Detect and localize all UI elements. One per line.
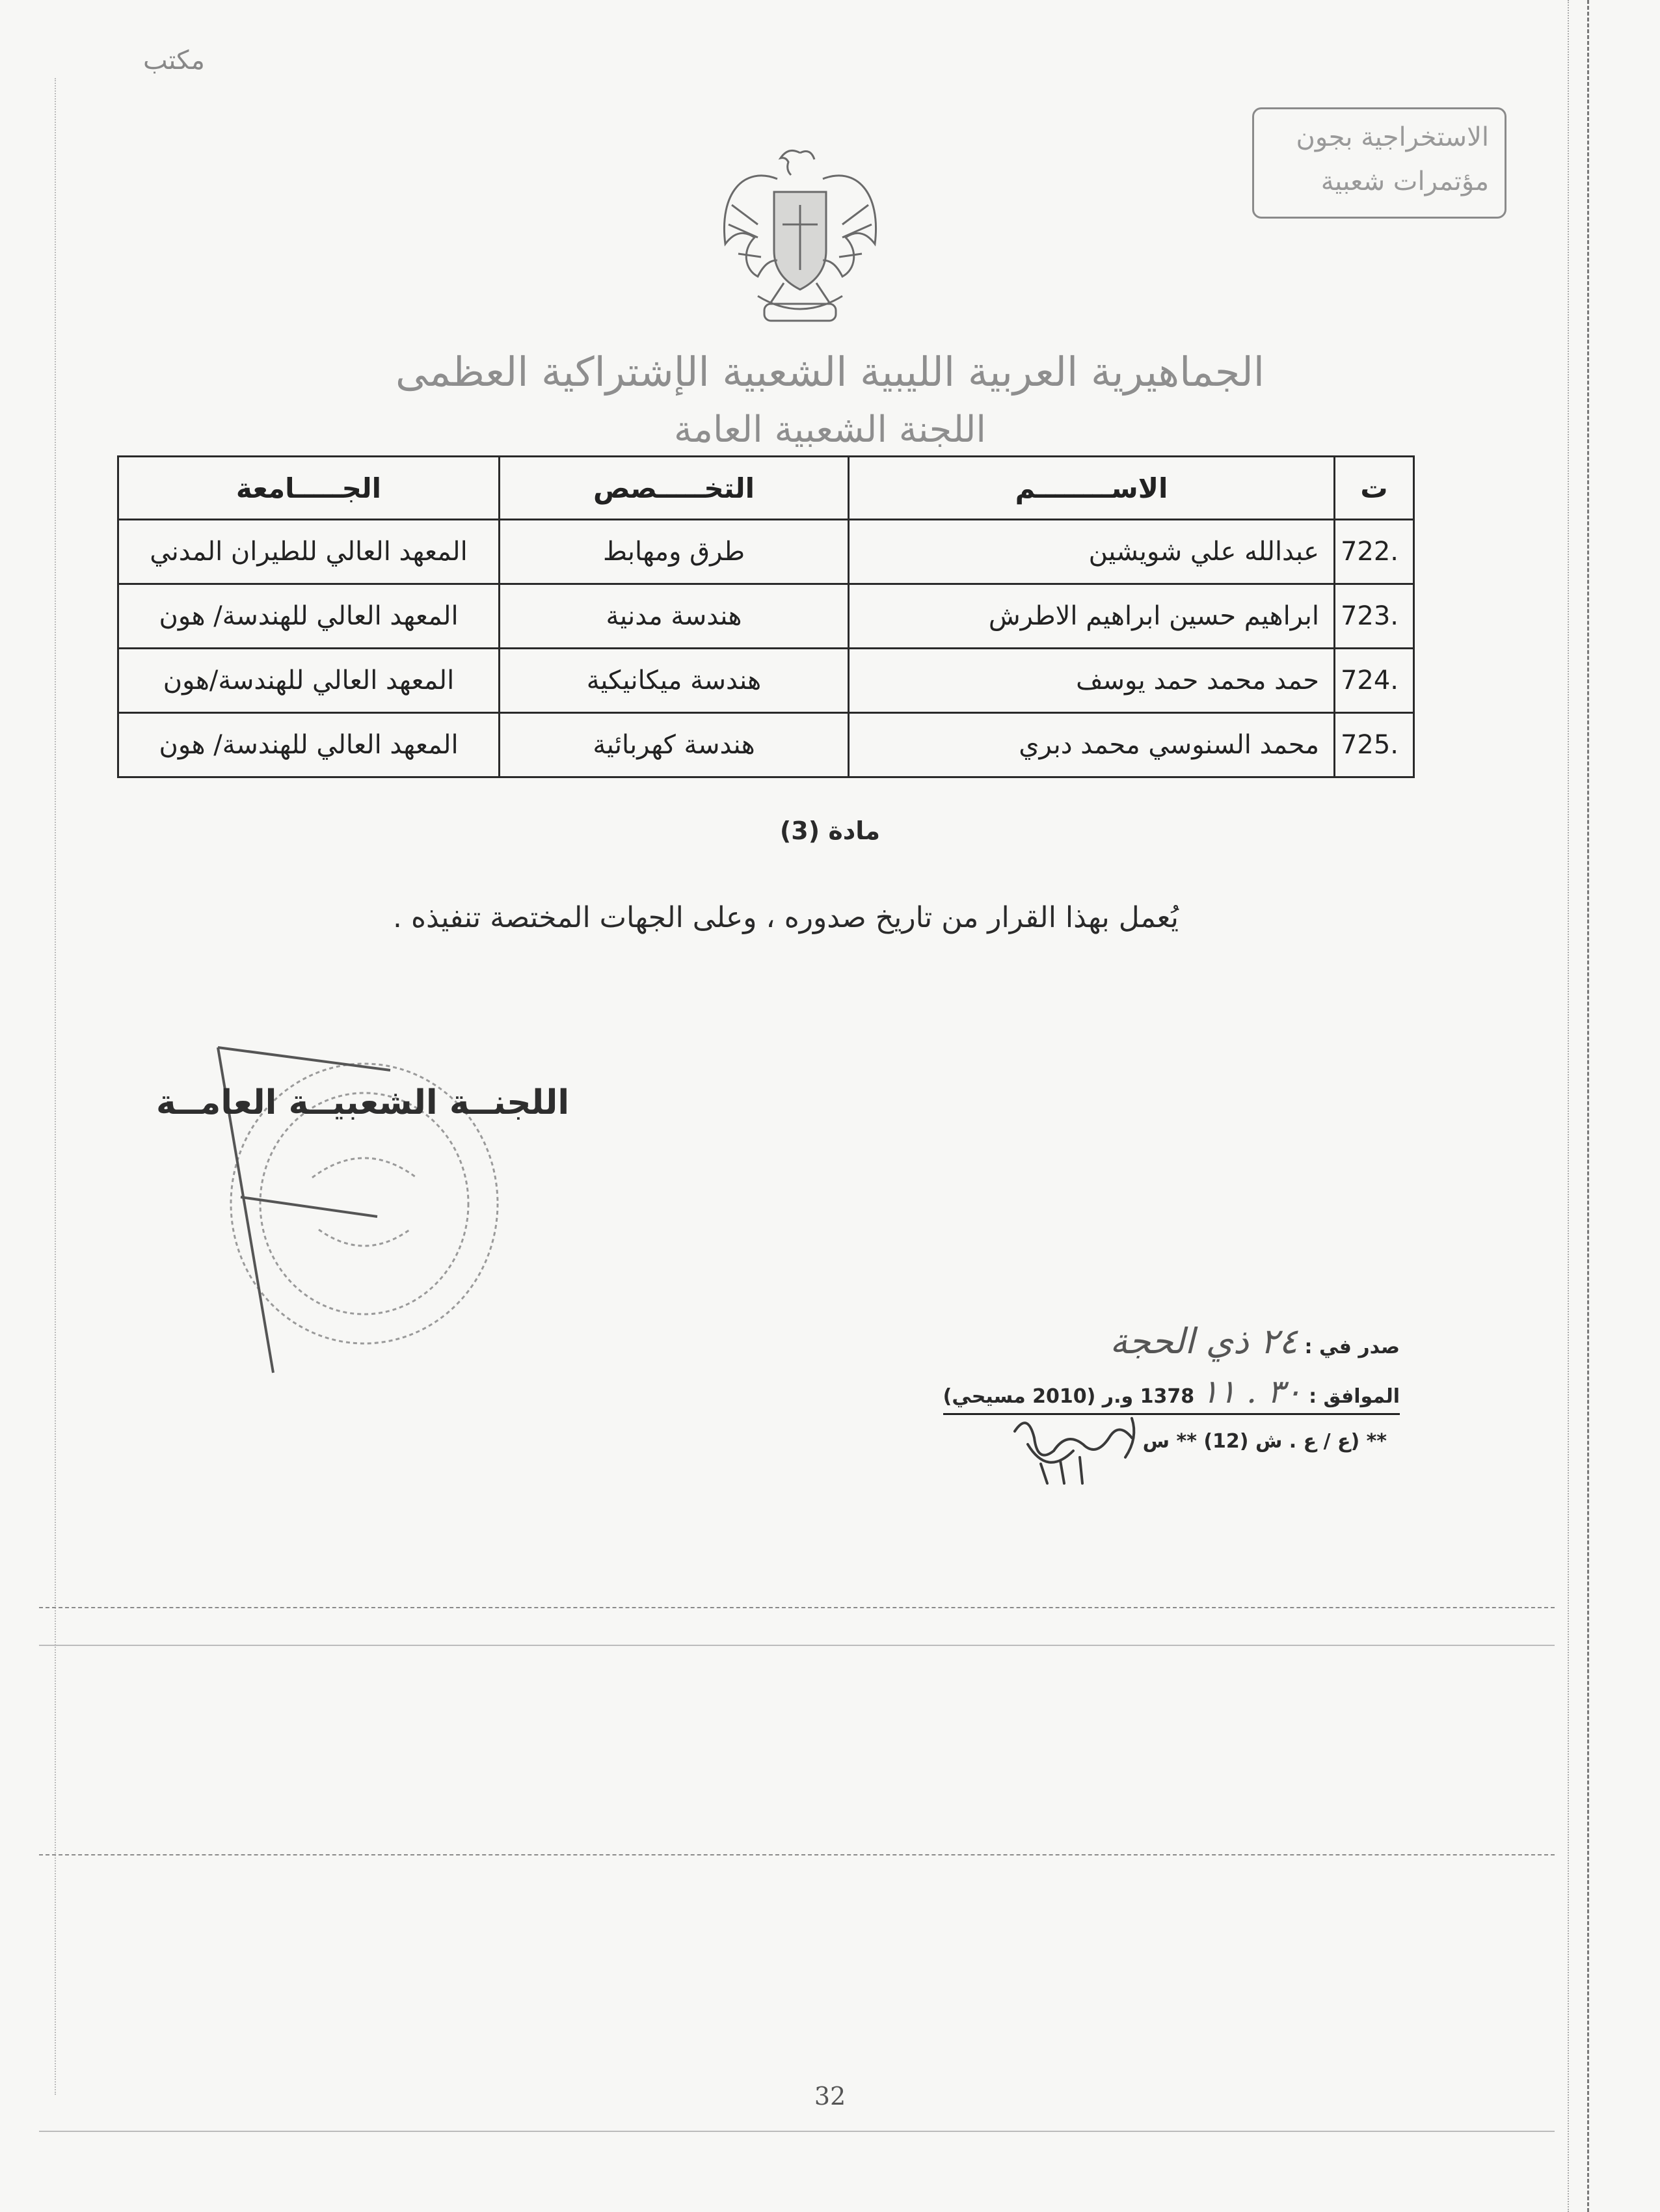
- table-row: [118, 713, 1414, 777]
- divider-line: [39, 2131, 1555, 2132]
- table-row: [118, 584, 1414, 649]
- page-number: 32: [814, 2082, 846, 2111]
- row-university: المعهد العالي للهندسة/ هون: [118, 584, 500, 649]
- top-left-note: مكتب: [143, 46, 205, 75]
- agreed-handwritten: ٣٠ . ١١: [1201, 1373, 1302, 1410]
- page-edge-right-inner: [1568, 0, 1569, 2212]
- row-name: عبدالله علي شويشين: [849, 520, 1335, 584]
- row-name: حمد محمد حمد يوسف: [849, 649, 1335, 713]
- row-specialization: هندسة ميكانيكية: [500, 649, 849, 713]
- handwritten-signature-icon: [1002, 1405, 1216, 1490]
- table-header-row: [118, 457, 1414, 520]
- divider-line: [39, 1645, 1555, 1646]
- header-committee: اللجنة الشعبية العامة: [674, 409, 986, 451]
- header-country: الجماهيرية العربية الليبية الشعبية الإشتراكية العظمى: [395, 348, 1265, 396]
- official-seal-icon: [169, 1021, 507, 1386]
- row-specialization: هندسة كهربائية: [500, 713, 849, 777]
- header-specialization: التخـــــصص: [500, 457, 849, 520]
- article-title: مادة (3): [779, 816, 881, 845]
- issued-handwritten: ٢٤ ذي الحجة: [1110, 1321, 1298, 1362]
- row-name: محمد السنوسي محمد دبري: [849, 713, 1335, 777]
- row-university: المعهد العالي للطيران المدني: [118, 520, 500, 584]
- table-row: [118, 649, 1414, 713]
- divider-line: [39, 1607, 1555, 1608]
- agreed-label: الموافق :: [1309, 1385, 1400, 1408]
- header-number: ت: [1335, 457, 1414, 520]
- row-university: المعهد العالي للهندسة/هون: [118, 649, 500, 713]
- students-table: [117, 455, 1415, 778]
- row-specialization: هندسة مدنية: [500, 584, 849, 649]
- row-number: 722.: [1335, 520, 1414, 584]
- issued-label: صدر في :: [1304, 1336, 1400, 1358]
- row-name: ابراهيم حسين ابراهيم الاطرش: [849, 584, 1335, 649]
- committee-signature-title: اللجنــة الشعبيــة العامــة: [156, 1083, 570, 1122]
- issued-date: [1110, 1321, 1400, 1362]
- row-number: 725.: [1335, 713, 1414, 777]
- row-number: 724.: [1335, 649, 1414, 713]
- table-row: [118, 520, 1414, 584]
- row-university: المعهد العالي للهندسة/ هون: [118, 713, 500, 777]
- reference-code: ** (ع / ع . ش (12) ** س: [1142, 1430, 1387, 1453]
- top-stamp: [1252, 107, 1506, 219]
- row-number: 723.: [1335, 584, 1414, 649]
- eagle-emblem-icon: [706, 133, 894, 335]
- top-stamp-line-2: مؤتمرات شعبية: [1320, 167, 1489, 196]
- row-specialization: طرق ومهابط: [500, 520, 849, 584]
- divider-line: [39, 1854, 1555, 1855]
- header-name: الاســــــــم: [849, 457, 1335, 520]
- header-university: الجـــــامعة: [118, 457, 500, 520]
- page-edge-right: [1587, 0, 1589, 2212]
- article-text: يُعمل بهذا القرار من تاريخ صدوره ، وعلى الجهات المختصة تنفيذه .: [393, 901, 1179, 934]
- top-stamp-line-1: الاستخراجية بجون: [1296, 122, 1489, 152]
- agreed-text: 1378 و.ر (2010 مسيحي): [943, 1385, 1195, 1408]
